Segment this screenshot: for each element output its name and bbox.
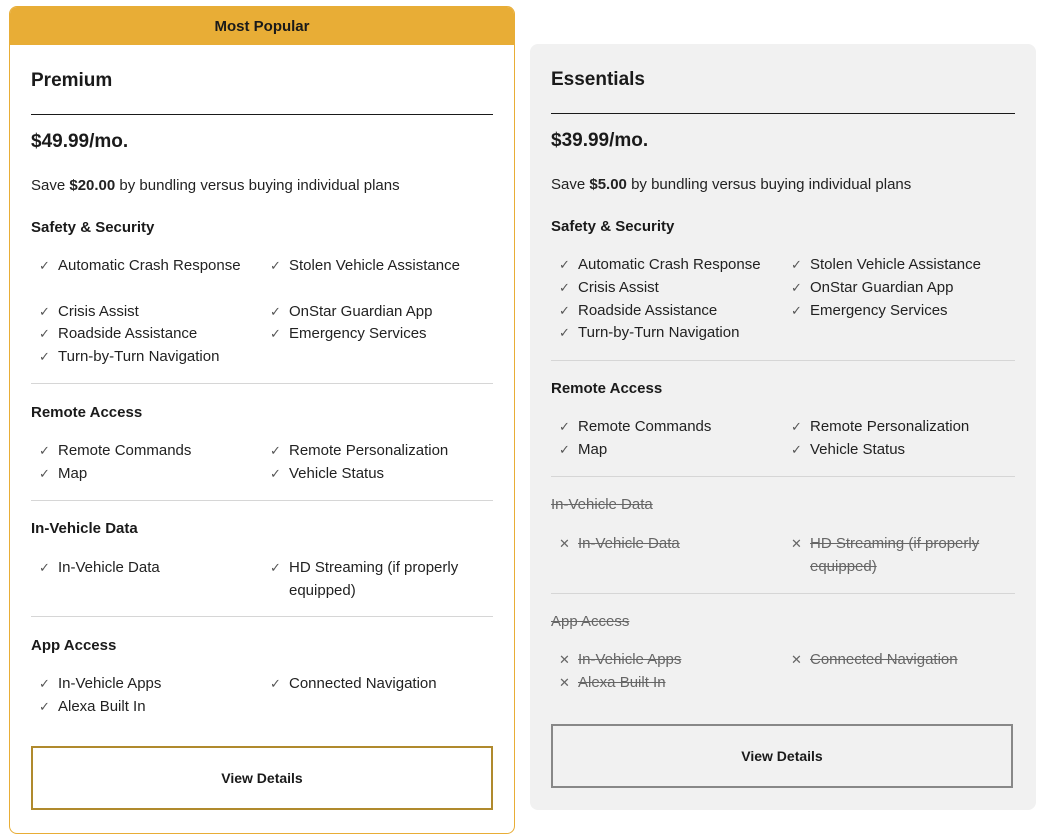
feature-item: ✓ Turn-by-Turn Navigation <box>39 346 259 369</box>
feature-item: ✓ Remote Personalization <box>791 416 1021 439</box>
feature-item: ✓ Remote Personalization <box>270 440 500 463</box>
check-icon: ✓ <box>39 466 50 481</box>
section-title-remote: Remote Access <box>551 380 663 397</box>
feature-item: ✓ Alexa Built In <box>39 696 259 719</box>
most-popular-badge: Most Popular <box>10 7 514 45</box>
check-icon: ✓ <box>559 442 570 457</box>
check-icon: ✓ <box>270 258 281 273</box>
savings-amount: $5.00 <box>589 176 627 193</box>
section-divider <box>551 476 1015 477</box>
feature-item: ✓ Remote Commands <box>559 416 789 439</box>
view-details-button-essentials[interactable]: View Details <box>551 724 1013 788</box>
check-icon: ✓ <box>559 280 570 295</box>
x-icon: ✕ <box>791 536 802 551</box>
savings-text: Save $5.00 by bundling versus buying individual plans <box>551 176 912 193</box>
check-icon: ✓ <box>791 257 802 272</box>
feature-item: ✓ Roadside Assistance <box>559 300 789 323</box>
x-icon: ✕ <box>559 675 570 690</box>
check-icon: ✓ <box>39 676 50 691</box>
section-divider <box>31 383 493 384</box>
check-icon: ✓ <box>270 560 281 575</box>
section-title-safety: Safety & Security <box>31 219 155 236</box>
check-icon: ✓ <box>39 560 50 575</box>
check-icon: ✓ <box>270 304 281 319</box>
section-title-remote: Remote Access <box>31 404 143 421</box>
plan-price: $39.99/mo. <box>551 130 649 151</box>
plan-card-premium <box>9 6 515 834</box>
feature-item: ✓ Emergency Services <box>791 300 1021 323</box>
plan-card-essentials <box>530 44 1036 810</box>
check-icon: ✓ <box>791 303 802 318</box>
check-icon: ✓ <box>791 419 802 434</box>
feature-item: ✓ Automatic Crash Response <box>39 255 259 278</box>
feature-item: ✓ Vehicle Status <box>270 463 500 486</box>
check-icon: ✓ <box>39 258 50 273</box>
feature-item: ✓ Crisis Assist <box>559 277 789 300</box>
feature-item: ✓ OnStar Guardian App <box>791 277 1021 300</box>
check-icon: ✓ <box>39 326 50 341</box>
check-icon: ✓ <box>39 304 50 319</box>
check-icon: ✓ <box>270 326 281 341</box>
feature-item: ✓ Stolen Vehicle Assistance <box>791 254 1021 277</box>
feature-item: ✓ Emergency Services <box>270 323 500 346</box>
check-icon: ✓ <box>39 699 50 714</box>
feature-item: ✓ Crisis Assist <box>39 301 259 324</box>
plan-title: Premium <box>31 70 113 91</box>
feature-item-excluded: ✕ Connected Navigation <box>791 649 1021 672</box>
check-icon: ✓ <box>791 280 802 295</box>
feature-item: ✓ In-Vehicle Apps <box>39 673 259 696</box>
savings-amount: $20.00 <box>69 177 116 194</box>
x-icon: ✕ <box>559 652 570 667</box>
check-icon: ✓ <box>270 466 281 481</box>
feature-item: ✓ Turn-by-Turn Navigation <box>559 322 789 345</box>
check-icon: ✓ <box>39 443 50 458</box>
title-divider <box>551 113 1015 114</box>
feature-item: ✓ Roadside Assistance <box>39 323 259 346</box>
feature-item: ✓ Map <box>39 463 259 486</box>
feature-item: ✓ Map <box>559 439 789 462</box>
section-divider <box>31 500 493 501</box>
feature-item: ✓ Remote Commands <box>39 440 259 463</box>
plan-title: Essentials <box>551 69 645 90</box>
x-icon: ✕ <box>791 652 802 667</box>
x-icon: ✕ <box>559 536 570 551</box>
section-title-app-access: App Access <box>551 613 630 630</box>
feature-item-excluded: ✕ HD Streaming (if properly equipped) <box>791 533 1011 578</box>
feature-item: ✓ Automatic Crash Response <box>559 254 789 277</box>
savings-text: Save $20.00 by bundling versus buying individual plans <box>31 177 400 194</box>
title-divider <box>31 114 493 115</box>
feature-item: ✓ HD Streaming (if properly equipped) <box>270 557 490 602</box>
feature-item-excluded: ✕ In-Vehicle Apps <box>559 649 789 672</box>
feature-item: ✓ Stolen Vehicle Assistance <box>270 255 500 278</box>
section-divider <box>551 593 1015 594</box>
check-icon: ✓ <box>559 419 570 434</box>
plan-price: $49.99/mo. <box>31 131 129 152</box>
section-title-in-vehicle-data: In-Vehicle Data <box>31 520 138 537</box>
feature-item-excluded: ✕ In-Vehicle Data <box>559 533 779 556</box>
feature-item: ✓ Vehicle Status <box>791 439 1021 462</box>
check-icon: ✓ <box>39 349 50 364</box>
view-details-button-premium[interactable]: View Details <box>31 746 493 810</box>
check-icon: ✓ <box>559 325 570 340</box>
check-icon: ✓ <box>270 443 281 458</box>
section-title-in-vehicle-data: In-Vehicle Data <box>551 496 653 513</box>
check-icon: ✓ <box>559 257 570 272</box>
feature-item: ✓ Connected Navigation <box>270 673 500 696</box>
section-divider <box>551 360 1015 361</box>
section-title-app-access: App Access <box>31 637 117 654</box>
check-icon: ✓ <box>559 303 570 318</box>
section-title-safety: Safety & Security <box>551 218 675 235</box>
feature-item-excluded: ✕ Alexa Built In <box>559 672 789 695</box>
check-icon: ✓ <box>270 676 281 691</box>
feature-item: ✓ OnStar Guardian App <box>270 301 500 324</box>
section-divider <box>31 616 493 617</box>
feature-item: ✓ In-Vehicle Data <box>39 557 259 580</box>
check-icon: ✓ <box>791 442 802 457</box>
